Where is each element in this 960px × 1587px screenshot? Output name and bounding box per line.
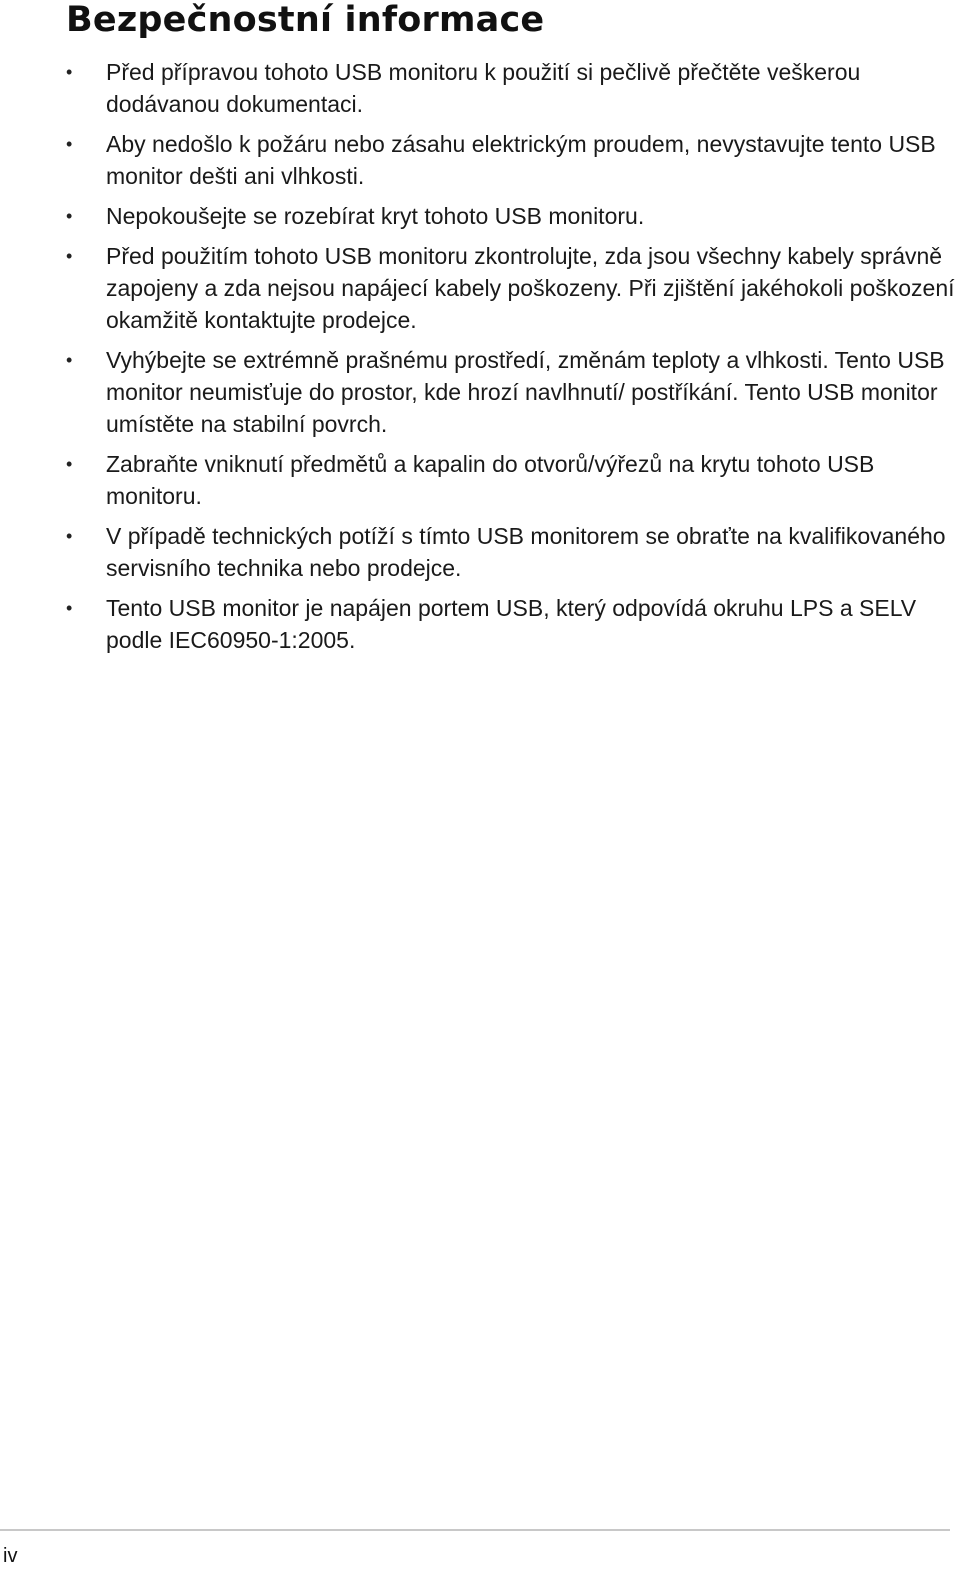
footer-divider [0, 1529, 950, 1531]
list-item [66, 448, 956, 512]
list-item [66, 56, 956, 120]
page-title: Bezpečnostní informace [66, 0, 545, 40]
list-item [66, 240, 956, 336]
list-item-text: Zabraňte vniknutí předmětů a kapalin do otvorů/výřezů na krytu tohoto USB monitoru. [106, 451, 875, 509]
list-item-text: V případě technických potíží s tímto USB monitorem se obraťte na kvalifikovaného servisního technika nebo prodejce. [106, 523, 946, 581]
bullet-icon: • [66, 62, 73, 82]
list-item-text: Tento USB monitor je napájen portem USB, který odpovídá okruhu LPS a SELV podle IEC60950-1:2005. [106, 595, 917, 653]
list-item-text: Aby nedošlo k požáru nebo zásahu elektrickým proudem, nevystavujte tento USB monitor dešti ani vlhkosti. [106, 131, 936, 189]
list-item [66, 128, 956, 192]
bullet-icon: • [66, 350, 73, 370]
bullet-icon: • [66, 246, 73, 266]
bullet-icon: • [66, 526, 73, 546]
bullet-icon: • [66, 134, 73, 154]
bullet-icon: • [66, 454, 73, 474]
list-item-text: Vyhýbejte se extrémně prašnému prostředí, změnám teploty a vlhkosti. Tento USB monitor neumisťuje do prostor, kde hrozí navlhnutí/ postříkání. Tento USB monitor umístěte na stabilní povrch. [106, 347, 945, 437]
list-item [66, 344, 956, 440]
bullet-icon: • [66, 598, 73, 618]
list-item-text: Nepokoušejte se rozebírat kryt tohoto USB monitoru. [106, 203, 645, 229]
bullet-icon: • [66, 206, 73, 226]
list-item-text: Před použitím tohoto USB monitoru zkontrolujte, zda jsou všechny kabely správně zapojeny a zda nejsou napájecí kabely poškozeny. Při zjištění jakéhokoli poškození okamžitě kontaktujte prodejce. [106, 243, 955, 333]
page-number: iv [3, 1545, 18, 1567]
list-item [66, 200, 956, 232]
list-item [66, 592, 956, 656]
safety-list [66, 56, 956, 664]
list-item [66, 520, 956, 584]
list-item-text: Před přípravou tohoto USB monitoru k použití si pečlivě přečtěte veškerou dodávanou dokumentaci. [106, 59, 861, 117]
